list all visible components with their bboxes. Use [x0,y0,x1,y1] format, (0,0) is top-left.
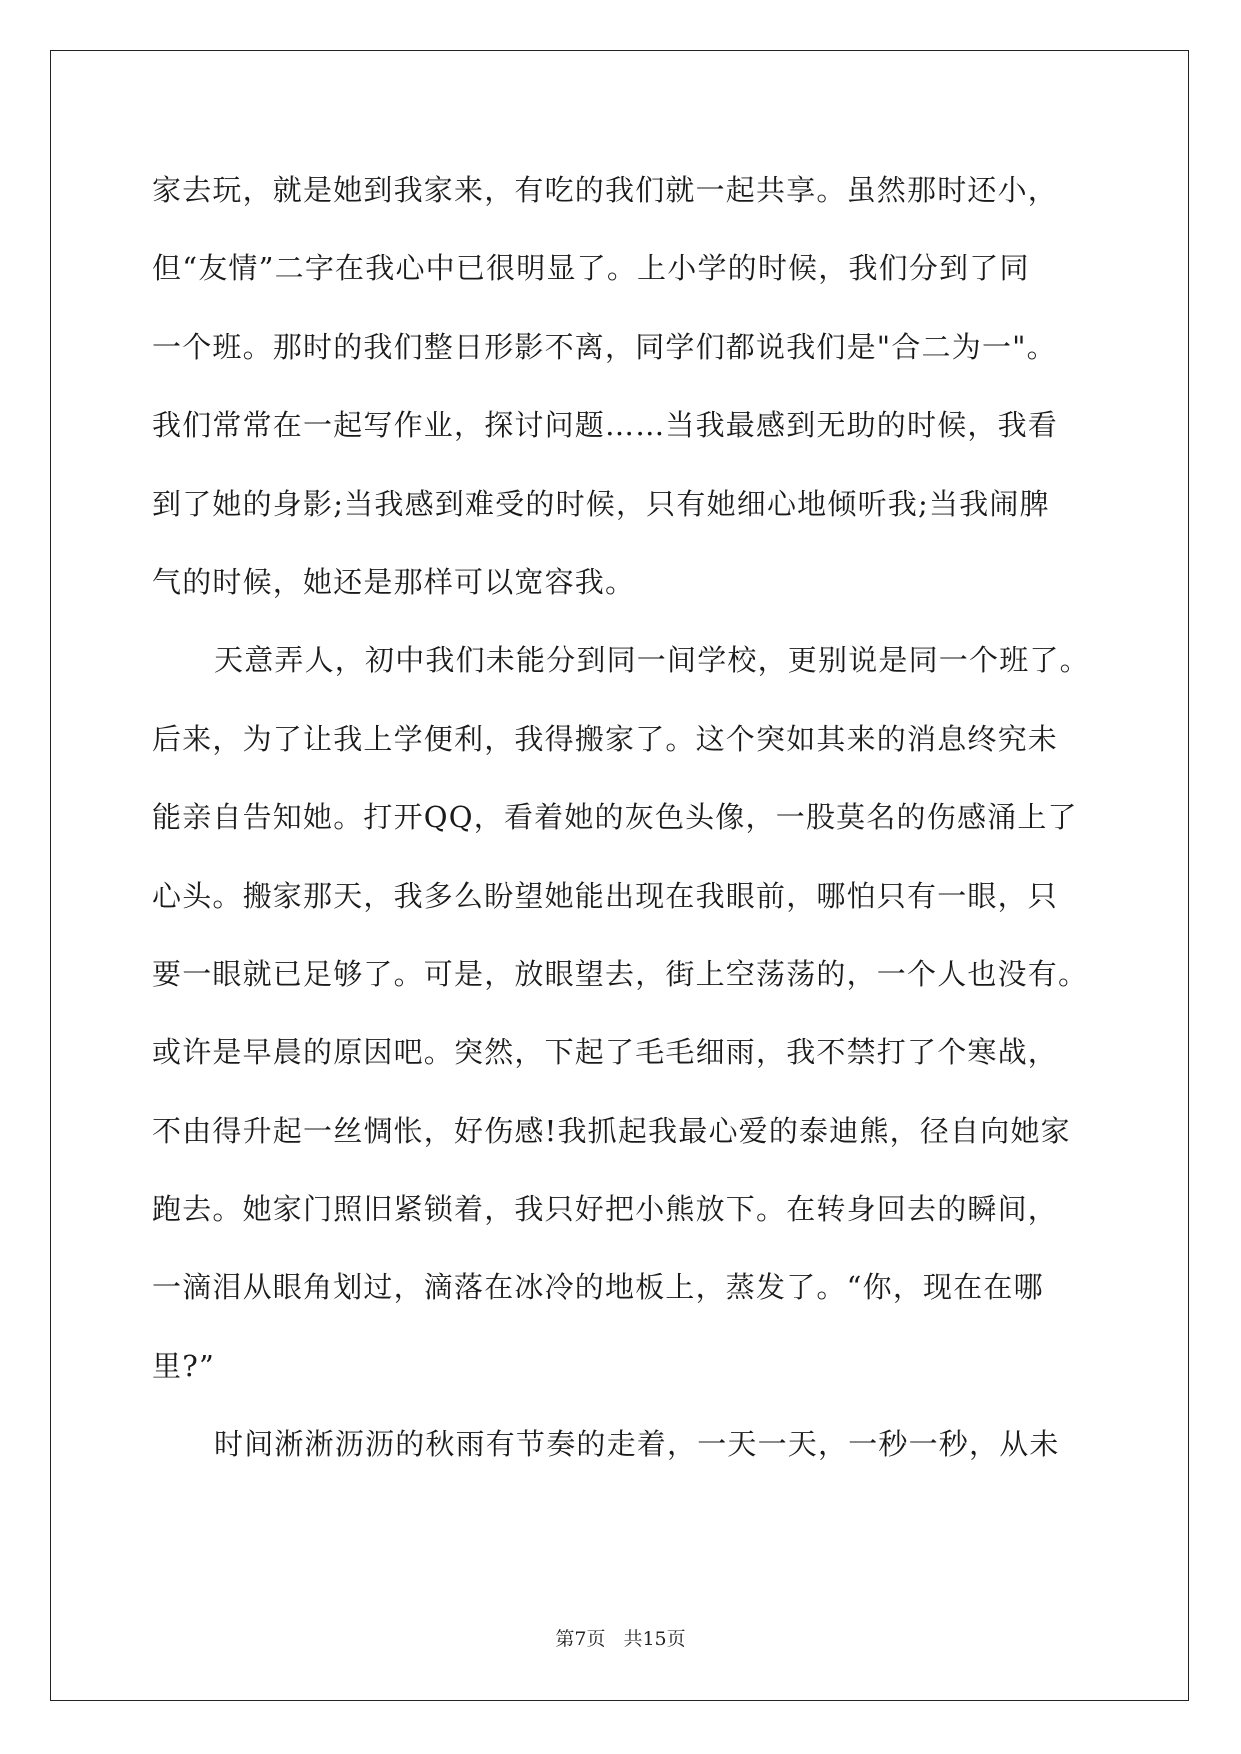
text-line: 不由得升起一丝惆怅，好伤感!我抓起我最心爱的泰迪熊，径自向她家 [152,1113,1071,1148]
text-line: 心头。搬家那天，我多么盼望她能出现在我眼前，哪怕只有一眼，只 [152,878,1059,913]
text-line: 跑去。她家门照旧紧锁着，我只好把小熊放下。在转身回去的瞬间， [152,1192,1059,1227]
text-line: 一个班。那时的我们整日形影不离，同学们都说我们是"合二为一"。 [152,329,1057,364]
text-line: 气的时候，她还是那样可以宽容我。 [152,564,636,599]
page-footer [0,1624,1241,1651]
text-line: 一滴泪从眼角划过，滴落在冰冷的地板上，蒸发了。“你，现在在哪 [152,1270,1044,1305]
page-number: 第7页 [555,1628,606,1650]
document-body [152,151,1098,1484]
text-line: 能亲自告知她。打开QQ，看着她的灰色头像，一股莫名的伤感涌上了 [152,800,1078,835]
text-line: 要一眼就已足够了。可是，放眼望去，街上空荡荡的，一个人也没有。 [152,956,1089,991]
text-line: 后来，为了让我上学便利，我得搬家了。这个突如其来的消息终究未 [152,721,1059,756]
paragraph-start-line: 天意弄人，初中我们未能分到同一间学校，更别说是同一个班了。 [214,643,1090,678]
text-line: 我们常常在一起写作业，探讨问题……当我最感到无助的时候，我看 [152,408,1059,443]
text-line: 家去玩，就是她到我家来，有吃的我们就一起共享。虽然那时还小， [152,173,1059,207]
text-line: 到了她的身影;当我感到难受的时候，只有她细心地倾听我;当我闹脾 [152,486,1050,521]
text-line: 但“友情”二字在我心中已很明显了。上小学的时候，我们分到了同 [152,251,1030,286]
text-line: 或许是早晨的原因吧。突然，下起了毛毛细雨，我不禁打了个寒战， [152,1035,1059,1070]
text-line: 里?” [152,1348,215,1383]
page-total: 共15页 [623,1628,686,1650]
paragraph-start-line: 时间淅淅沥沥的秋雨有节奏的走着，一天一天，一秒一秒，从未 [214,1427,1060,1462]
